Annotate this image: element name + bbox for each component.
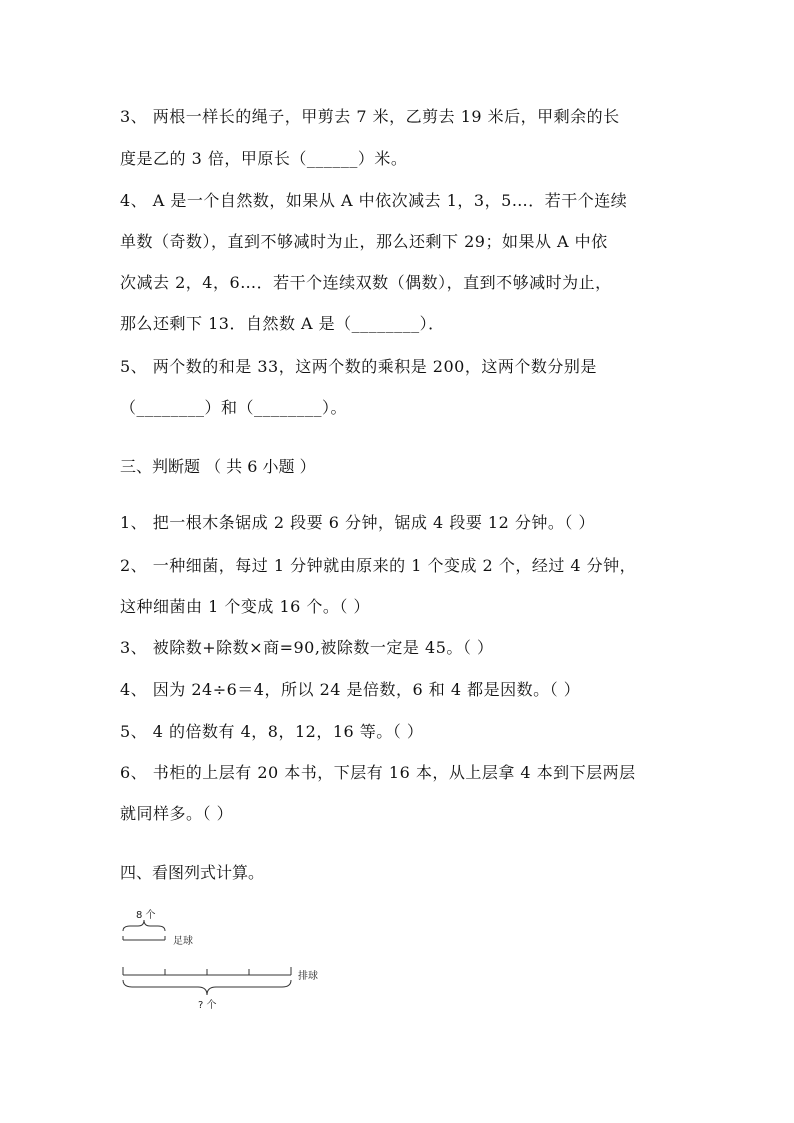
line-15: 5、 4 的倍数有 4，8，12，16 等。（ ） — [120, 722, 424, 741]
line-4: 单数（奇数），直到不够减时为止，那么还剩下 29；如果从 A 中依 — [120, 232, 608, 251]
line-3: 4、 A 是一个自然数，如果从 A 中依次减去 1，3，5…．若干个连续 — [120, 191, 628, 210]
football-label: 足球 — [173, 936, 193, 947]
top-brace — [123, 920, 165, 931]
line-12: 这种细菌由 1 个变成 16 个。（ ） — [120, 597, 370, 616]
line-16: 6、 书柜的上层有 20 本书，下层有 16 本，从上层拿 4 本到下层两层 — [120, 763, 636, 782]
section-heading-picture-calc: 四、看图列式计算。 — [120, 863, 265, 882]
bottom-brace — [123, 980, 291, 995]
line-segment-diagram — [118, 908, 348, 1018]
line-6: 那么还剩下 13．自然数 A 是（________）． — [120, 314, 445, 333]
line-10: 1、 把一根木条锯成 2 段要 6 分钟，锯成 4 段要 12 分钟。（ ） — [120, 513, 595, 532]
top-brace-label: 8 个 — [136, 910, 156, 921]
section-heading-judgement: 三、判断题 （ 共 6 小题 ） — [120, 457, 316, 476]
line-13: 3、 被除数+除数×商=90,被除数一定是 45。（ ） — [120, 638, 494, 657]
line-7: 5、 两个数的和是 33，这两个数的乘积是 200，这两个数分别是 — [120, 357, 597, 376]
line-17: 就同样多。（ ） — [120, 804, 234, 823]
line-2: 度是乙的 3 倍，甲原长（______）米。 — [120, 149, 408, 168]
line-14: 4、 因为 24÷6＝4，所以 24 是倍数，6 和 4 都是因数。（ ） — [120, 680, 581, 699]
line-1: 3、 两根一样长的绳子，甲剪去 7 米，乙剪去 19 米后，甲剩余的长 — [120, 107, 620, 126]
bottom-brace-label: ? 个 — [198, 1000, 217, 1011]
volleyball-label: 排球 — [298, 971, 318, 982]
line-11: 2、 一种细菌，每过 1 分钟就由原来的 1 个变成 2 个，经过 4 分钟， — [120, 556, 637, 575]
line-5: 次减去 2，4，6…．若干个连续双数（偶数），直到不够减时为止， — [120, 273, 612, 292]
line-8: （________）和（________）。 — [120, 398, 348, 417]
